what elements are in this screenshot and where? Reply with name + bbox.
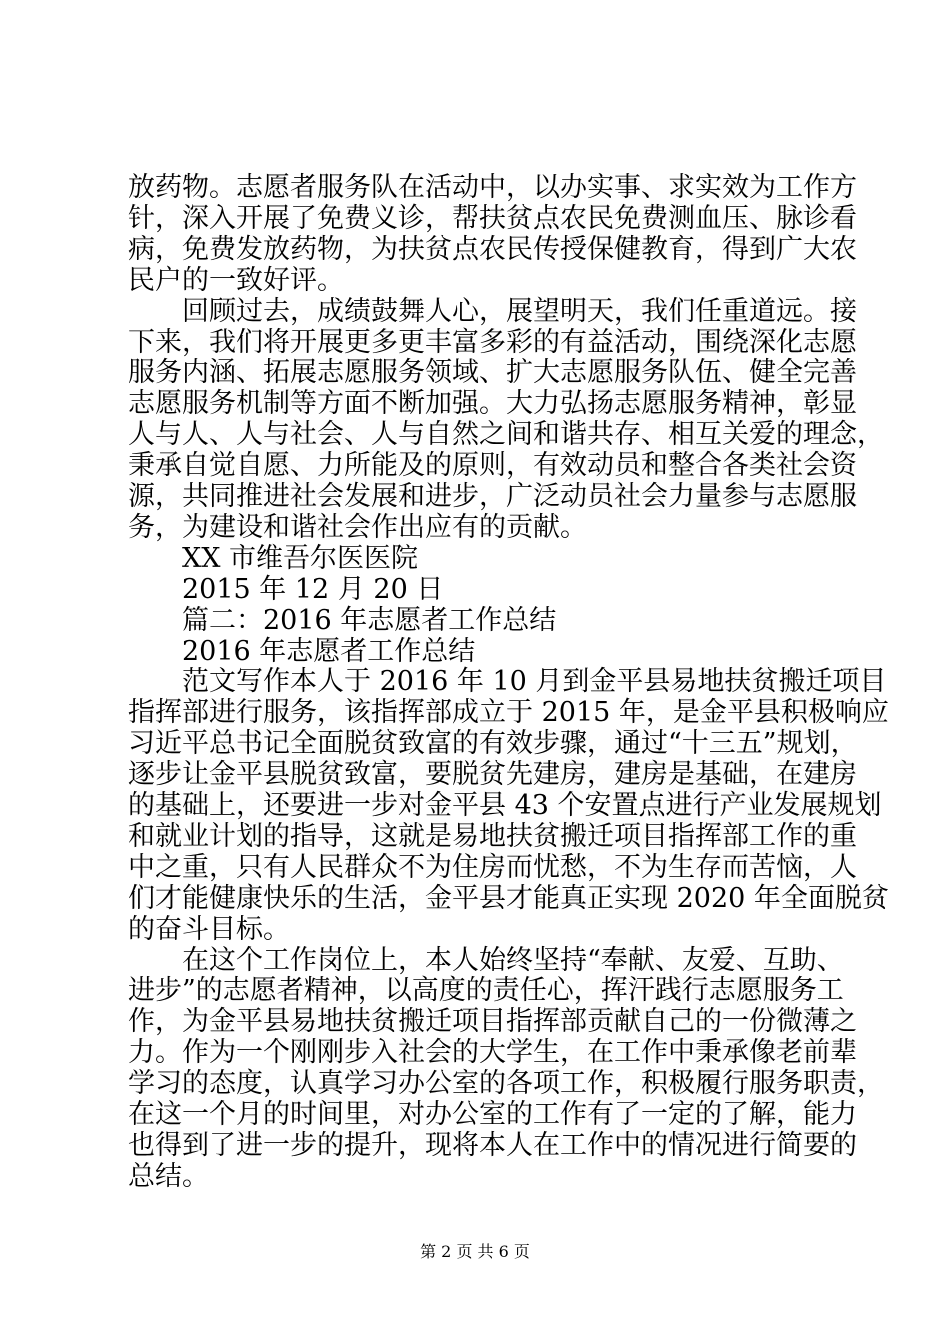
text-line: 和就业计划的指导，这就是易地扶贫搬迁项目指挥部工作的重 bbox=[128, 820, 857, 852]
text-line: 人与人、人与社会、人与自然之间和谐共存、相互关爱的理念， bbox=[128, 419, 884, 451]
page-footer: 第 2 页 共 6 页 bbox=[420, 1242, 530, 1261]
text-line: 放药物。志愿者服务队在活动中，以办实事、求实效为工作方 bbox=[128, 172, 857, 203]
text-line: 的奋斗目标。 bbox=[128, 913, 290, 945]
text-line: 在这一个月的时间里，对办公室的工作有了一定的了解，能力 bbox=[128, 1099, 857, 1130]
text-line: 回顾过去，成绩鼓舞人心，展望明天，我们任重道远。接 bbox=[182, 295, 857, 327]
text-line: 范文写作本人于 2016 年 10 月到金平县易地扶贫搬迁项目 bbox=[182, 666, 887, 698]
text-line: 服务内涵、拓展志愿服务领域、扩大志愿服务队伍、健全完善 bbox=[128, 357, 857, 389]
text-line: 务，为建设和谐社会作出应有的贡献。 bbox=[128, 511, 587, 543]
section-heading: 篇二：2016 年志愿者工作总结 bbox=[182, 604, 557, 636]
text-line: 学习的态度，认真学习办公室的各项工作，积极履行服务职责， bbox=[128, 1068, 884, 1100]
signature-organization: XX 市维吾尔医医院 bbox=[182, 542, 419, 574]
text-line: 针，深入开展了免费义诊，帮扶贫点农民免费测血压、脉诊看 bbox=[128, 202, 857, 234]
text-line: 总结。 bbox=[128, 1160, 209, 1192]
text-line: 习近平总书记全面脱贫致富的有效步骤，通过“十三五”规划， bbox=[128, 728, 858, 760]
text-line: 下来，我们将开展更多更丰富多彩的有益活动，围绕深化志愿 bbox=[128, 326, 857, 358]
text-line: 作，为金平县易地扶贫搬迁项目指挥部贡献自己的一份微薄之 bbox=[128, 1006, 857, 1038]
text-line: 们才能健康快乐的生活，金平县才能真正实现 2020 年全面脱贫 bbox=[128, 882, 889, 914]
text-line: 进步”的志愿者精神，以高度的责任心，挥汗践行志愿服务工 bbox=[128, 975, 844, 1007]
text-line: 秉承自觉自愿、力所能及的原则，有效动员和整合各类社会资 bbox=[128, 450, 857, 482]
text-line: 源，共同推进社会发展和进步，广泛动员社会力量参与志愿服 bbox=[128, 481, 857, 512]
text-line: 的基础上，还要进一步对金平县 43 个安置点进行产业发展规划 bbox=[128, 790, 882, 821]
signature-date: 2015 年 12 月 20 日 bbox=[182, 573, 444, 605]
text-line: 在这个工作岗位上，本人始终坚持“奉献、友爱、互助、 bbox=[182, 944, 844, 976]
text-line: 病，免费发放药物，为扶贫点农民传授保健教育，得到广大农 bbox=[128, 233, 857, 265]
section-title: 2016 年志愿者工作总结 bbox=[182, 635, 476, 667]
text-line: 也得到了进一步的提升，现将本人在工作中的情况进行简要的 bbox=[128, 1129, 857, 1161]
text-line: 指挥部进行服务，该指挥部成立于 2015 年，是金平县积极响应 bbox=[128, 697, 889, 729]
text-line: 逐步让金平县脱贫致富，要脱贫先建房，建房是基础，在建房 bbox=[128, 759, 857, 791]
text-line: 志愿服务机制等方面不断加强。大力弘扬志愿服务精神，彰显 bbox=[128, 388, 857, 420]
text-line: 民户的一致好评。 bbox=[128, 264, 344, 296]
text-line: 力。作为一个刚刚步入社会的大学生，在工作中秉承像老前辈 bbox=[128, 1037, 857, 1069]
text-line: 中之重，只有人民群众不为住房而忧愁，不为生存而苦恼，人 bbox=[128, 851, 857, 883]
